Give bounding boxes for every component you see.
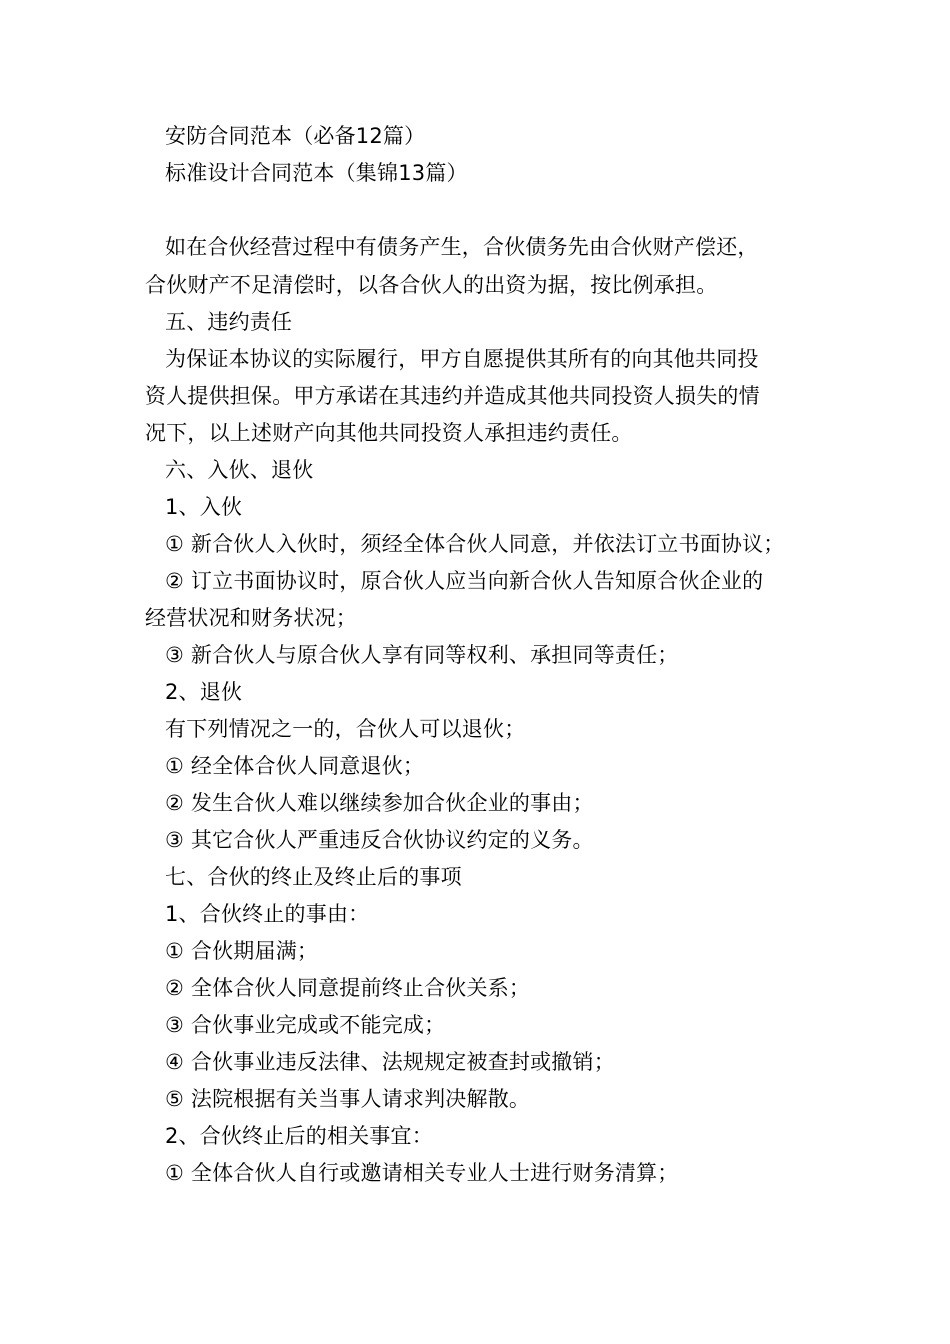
list-item: ① 全体合伙人自行或邀请相关专业人士进行财务清算； xyxy=(165,1161,679,1185)
list-item: ⑤ 法院根据有关当事人请求判决解散。 xyxy=(165,1087,531,1111)
list-item: ③ 合伙事业完成或不能完成； xyxy=(165,1013,446,1037)
list-item: ② 全体合伙人同意提前终止合伙关系； xyxy=(165,976,531,1000)
subsection-heading: 1、合伙终止的事由： xyxy=(165,902,370,926)
subsection-heading: 1、入伙 xyxy=(165,495,243,519)
related-link-security-contract[interactable]: 安防合同范本（必备12篇） xyxy=(165,124,426,148)
related-link-design-contract[interactable]: 标准设计合同范本（集锦13篇） xyxy=(165,161,468,185)
paragraph-line: 合伙财产不足清偿时，以各合伙人的出资为据，按比例承担。 xyxy=(145,273,718,297)
list-item: ② 发生合伙人难以继续参加合伙企业的事由； xyxy=(165,791,594,815)
list-item: ④ 合伙事业违反法律、法规规定被查封或撤销； xyxy=(165,1050,615,1074)
list-item: ③ 新合伙人与原合伙人享有同等权利、承担同等责任； xyxy=(165,643,679,667)
list-item: 经营状况和财务状况； xyxy=(145,606,357,630)
paragraph-line: 资人提供担保。甲方承诺在其违约并造成其他共同投资人损失的情 xyxy=(145,384,760,408)
subsection-heading: 2、退伙 xyxy=(165,680,243,704)
paragraph-line: 有下列情况之一的，合伙人可以退伙； xyxy=(165,717,526,741)
subsection-heading: 2、合伙终止后的相关事宜： xyxy=(165,1124,433,1148)
list-item: ① 合伙期届满； xyxy=(165,939,319,963)
list-item: ③ 其它合伙人严重违反合伙协议约定的义务。 xyxy=(165,828,594,852)
paragraph-line: 如在合伙经营过程中有债务产生，合伙债务先由合伙财产偿还， xyxy=(165,235,759,259)
section-heading: 五、违约责任 xyxy=(165,310,293,334)
section-heading: 六、入伙、退伙 xyxy=(165,458,314,482)
list-item: ② 订立书面协议时，原合伙人应当向新合伙人告知原合伙企业的 xyxy=(165,569,764,593)
paragraph-line: 为保证本协议的实际履行，甲方自愿提供其所有的向其他共同投 xyxy=(165,347,759,371)
list-item: ① 经全体合伙人同意退伙； xyxy=(165,754,425,778)
section-heading: 七、合伙的终止及终止后的事项 xyxy=(165,865,462,889)
list-item: ① 新合伙人入伙时，须经全体合伙人同意，并依法订立书面协议； xyxy=(165,532,785,556)
paragraph-line: 况下，以上述财产向其他共同投资人承担违约责任。 xyxy=(145,421,633,445)
